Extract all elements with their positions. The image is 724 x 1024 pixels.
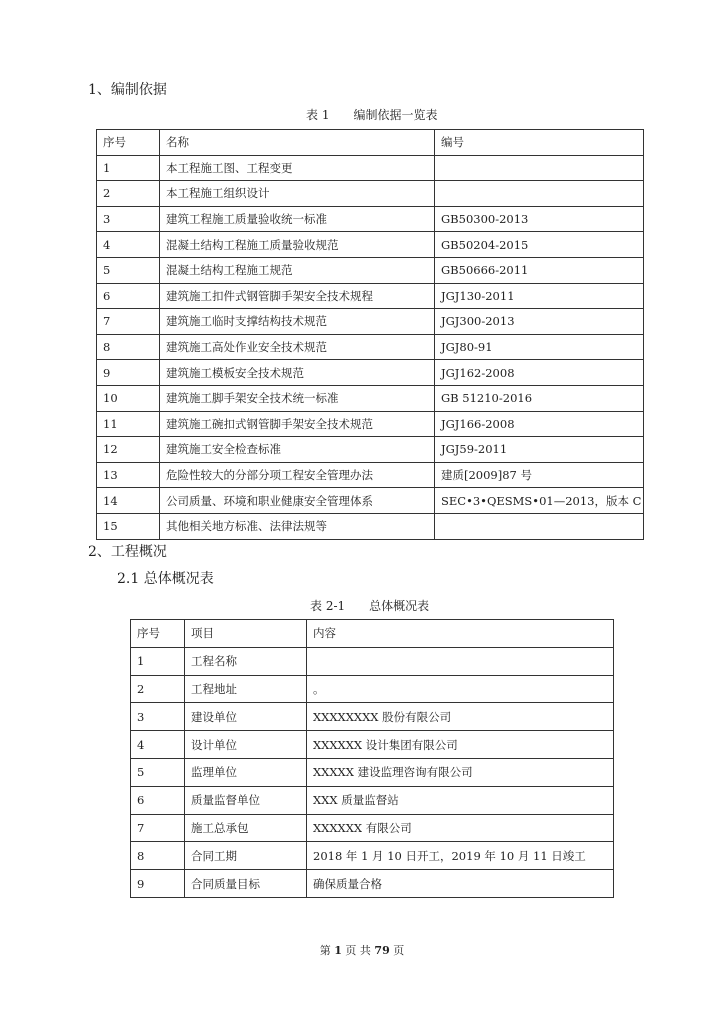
table-row <box>97 360 644 386</box>
cell-name: 建筑施工脚手架安全技术统一标准 <box>160 385 435 411</box>
cell-value: XXXXXX 设计集团有限公司 <box>307 731 614 759</box>
cell-index: 3 <box>131 703 185 731</box>
cell-value: 。 <box>307 675 614 703</box>
header-cell-name: 项目 <box>185 620 307 648</box>
cell-name: 施工总承包 <box>185 814 307 842</box>
cell-name: 混凝土结构工程施工规范 <box>160 257 435 283</box>
cell-value: JGJ59-2011 <box>435 437 644 463</box>
footer-prefix: 第 <box>319 944 331 957</box>
cell-index: 6 <box>97 283 160 309</box>
cell-value: SEC•3•QESMS•01—2013，版本 C <box>435 488 644 514</box>
basis-table <box>96 129 644 540</box>
cell-value: XXX 质量监督站 <box>307 786 614 814</box>
cell-name: 建筑施工高处作业安全技术规范 <box>160 334 435 360</box>
table-row <box>97 206 644 232</box>
table-row <box>97 309 644 335</box>
cell-index: 13 <box>97 462 160 488</box>
header-cell-index: 序号 <box>131 620 185 648</box>
table-row <box>97 155 644 181</box>
header-cell-value: 内容 <box>307 620 614 648</box>
table-row <box>97 257 644 283</box>
cell-index: 6 <box>131 786 185 814</box>
table-header-row <box>131 620 614 648</box>
table-row <box>97 488 644 514</box>
table-2-caption: 表 2-1 总体概况表 <box>310 599 430 613</box>
cell-name: 工程地址 <box>185 675 307 703</box>
table-row <box>131 786 614 814</box>
footer-page-number: 1 <box>334 944 342 957</box>
cell-value <box>435 155 644 181</box>
cell-value: 2018 年 1 月 10 日开工，2019 年 10 月 11 日竣工 <box>307 842 614 870</box>
cell-name: 公司质量、环境和职业健康安全管理体系 <box>160 488 435 514</box>
header-cell-value: 编号 <box>435 130 644 156</box>
cell-value <box>435 513 644 539</box>
cell-index: 11 <box>97 411 160 437</box>
cell-name: 本工程施工图、工程变更 <box>160 155 435 181</box>
table-row <box>97 462 644 488</box>
cell-index: 7 <box>97 309 160 335</box>
cell-index: 4 <box>131 731 185 759</box>
table-row <box>97 232 644 258</box>
table-row <box>131 647 614 675</box>
cell-name: 合同质量目标 <box>185 870 307 898</box>
cell-index: 14 <box>97 488 160 514</box>
cell-name: 其他相关地方标准、法律法规等 <box>160 513 435 539</box>
cell-index: 2 <box>97 181 160 207</box>
cell-value <box>435 181 644 207</box>
table-row <box>97 411 644 437</box>
cell-value: JGJ80-91 <box>435 334 644 360</box>
table-row <box>131 675 614 703</box>
cell-index: 2 <box>131 675 185 703</box>
cell-index: 5 <box>131 758 185 786</box>
cell-name: 危险性较大的分部分项工程安全管理办法 <box>160 462 435 488</box>
cell-name: 工程名称 <box>185 647 307 675</box>
footer-middle: 页 共 <box>345 944 371 957</box>
cell-value <box>307 647 614 675</box>
cell-index: 1 <box>131 647 185 675</box>
section-2-1-heading: 2.1 总体概况表 <box>117 571 214 587</box>
cell-value: GB50204-2015 <box>435 232 644 258</box>
cell-index: 9 <box>131 870 185 898</box>
cell-index: 10 <box>97 385 160 411</box>
cell-name: 建筑施工碗扣式钢管脚手架安全技术规范 <box>160 411 435 437</box>
cell-value: 建质[2009]87 号 <box>435 462 644 488</box>
cell-index: 12 <box>97 437 160 463</box>
cell-value: XXXXX 建设监理咨询有限公司 <box>307 758 614 786</box>
cell-index: 1 <box>97 155 160 181</box>
cell-name: 监理单位 <box>185 758 307 786</box>
cell-name: 质量监督单位 <box>185 786 307 814</box>
table-row <box>131 703 614 731</box>
cell-index: 8 <box>97 334 160 360</box>
table-1-caption: 表 1 编制依据一览表 <box>306 108 438 122</box>
cell-name: 建筑施工模板安全技术规范 <box>160 360 435 386</box>
cell-value: 确保质量合格 <box>307 870 614 898</box>
table-row <box>131 814 614 842</box>
section-1-heading: 1、编制依据 <box>88 82 167 98</box>
cell-name: 本工程施工组织设计 <box>160 181 435 207</box>
cell-index: 5 <box>97 257 160 283</box>
overview-table <box>130 619 614 898</box>
table-row <box>131 758 614 786</box>
cell-value: XXXXXXXX 股份有限公司 <box>307 703 614 731</box>
section-2-heading: 2、工程概况 <box>88 544 167 560</box>
table-row <box>97 283 644 309</box>
cell-name: 建筑施工扣件式钢管脚手架安全技术规程 <box>160 283 435 309</box>
header-cell-index: 序号 <box>97 130 160 156</box>
table-row <box>97 181 644 207</box>
cell-value: GB50300-2013 <box>435 206 644 232</box>
cell-name: 建筑施工安全检查标准 <box>160 437 435 463</box>
table-row <box>131 731 614 759</box>
footer-total-pages: 79 <box>374 944 390 957</box>
cell-index: 15 <box>97 513 160 539</box>
table-row <box>97 334 644 360</box>
cell-index: 7 <box>131 814 185 842</box>
table-row <box>131 870 614 898</box>
cell-value: XXXXXX 有限公司 <box>307 814 614 842</box>
cell-name: 建筑工程施工质量验收统一标准 <box>160 206 435 232</box>
table-row <box>97 513 644 539</box>
header-cell-name: 名称 <box>160 130 435 156</box>
cell-name: 建筑施工临时支撑结构技术规范 <box>160 309 435 335</box>
table-row <box>97 437 644 463</box>
cell-value: JGJ130-2011 <box>435 283 644 309</box>
cell-index: 8 <box>131 842 185 870</box>
cell-name: 设计单位 <box>185 731 307 759</box>
table-header-row <box>97 130 644 156</box>
cell-value: GB50666-2011 <box>435 257 644 283</box>
table-row <box>97 385 644 411</box>
page-footer <box>0 942 724 958</box>
cell-value: GB 51210-2016 <box>435 385 644 411</box>
cell-index: 3 <box>97 206 160 232</box>
cell-name: 建设单位 <box>185 703 307 731</box>
table-row <box>131 842 614 870</box>
cell-index: 4 <box>97 232 160 258</box>
footer-suffix: 页 <box>393 944 405 957</box>
cell-index: 9 <box>97 360 160 386</box>
cell-value: JGJ162-2008 <box>435 360 644 386</box>
cell-name: 混凝土结构工程施工质量验收规范 <box>160 232 435 258</box>
cell-value: JGJ300-2013 <box>435 309 644 335</box>
cell-name: 合同工期 <box>185 842 307 870</box>
cell-value: JGJ166-2008 <box>435 411 644 437</box>
